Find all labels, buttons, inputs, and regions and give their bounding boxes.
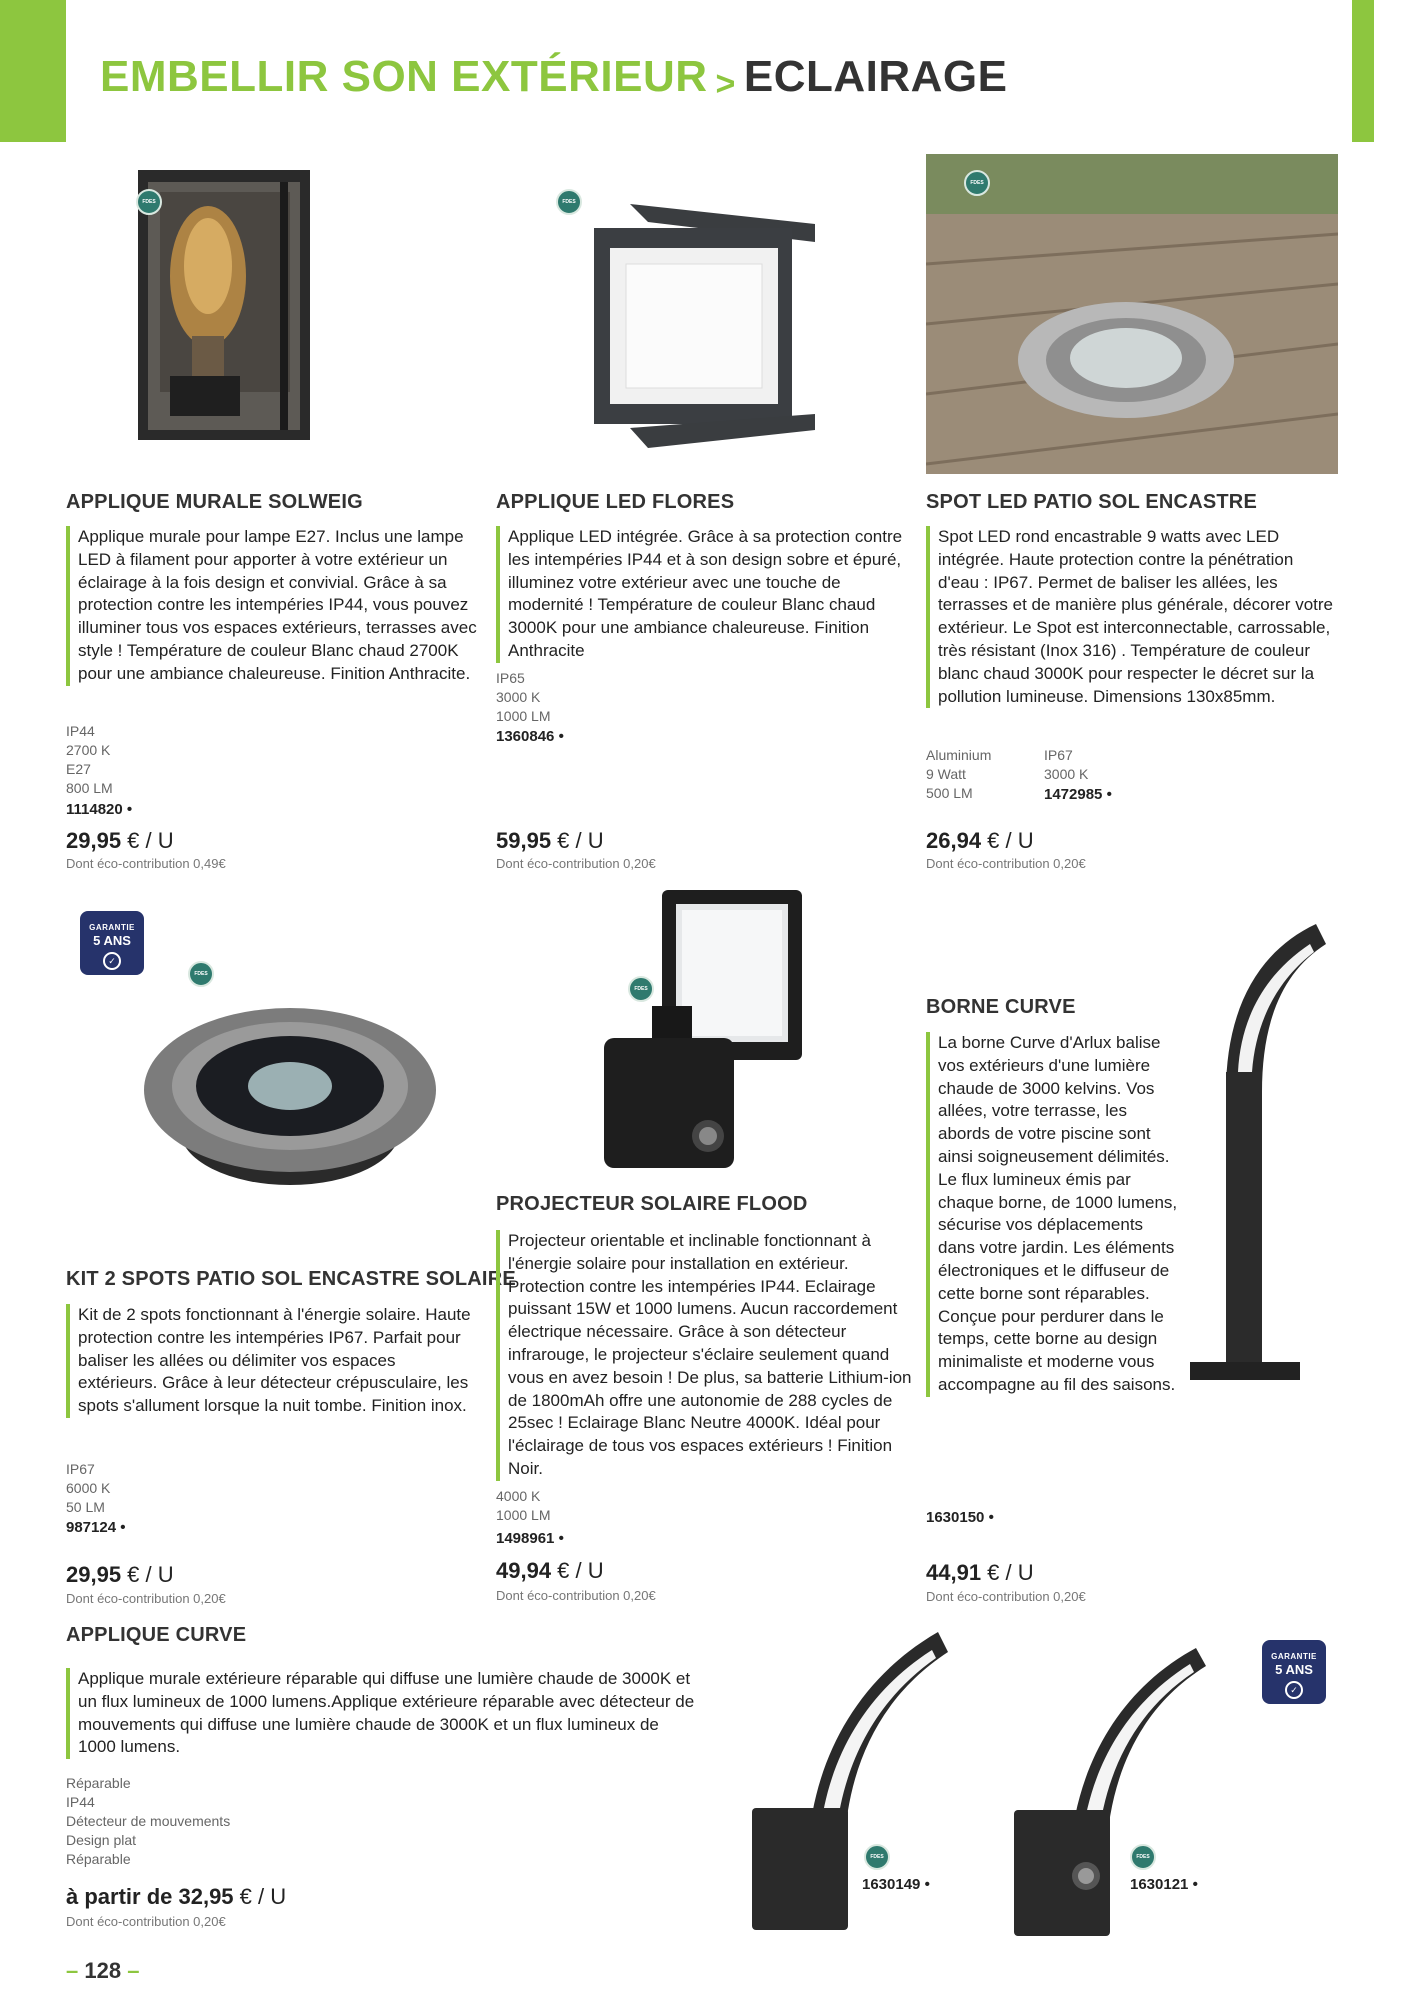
spec-item: 3000 K bbox=[496, 689, 541, 705]
flores-specs bbox=[496, 669, 550, 726]
fdes-badge-icon: FDES bbox=[1130, 1844, 1156, 1870]
spec-item: 9 Watt bbox=[926, 766, 966, 782]
flood-image bbox=[596, 886, 810, 1176]
flores-price: 59,95 € / U bbox=[496, 828, 604, 853]
spec-item: Réparable bbox=[66, 1775, 131, 1791]
spec-item: Design plat bbox=[66, 1832, 137, 1848]
flood-price: 49,94 € / U bbox=[496, 1558, 604, 1583]
spot-patio-ref: 1472985 • bbox=[1044, 786, 1112, 803]
solweig-eco: Dont éco-contribution 0,49€ bbox=[66, 856, 226, 871]
spec-item: IP67 bbox=[1044, 747, 1073, 763]
borne-title: BORNE CURVE bbox=[926, 996, 1076, 1018]
fdes-badge-icon: FDES bbox=[556, 189, 582, 215]
fdes-badge-icon: FDES bbox=[864, 1844, 890, 1870]
spot-patio-price: 26,94 € / U bbox=[926, 828, 1034, 853]
spot-patio-specs-right bbox=[1044, 746, 1088, 784]
borne-eco: Dont éco-contribution 0,20€ bbox=[926, 1589, 1086, 1604]
spec-item: Réparable bbox=[66, 1851, 131, 1867]
spec-item: 50 LM bbox=[66, 1499, 105, 1515]
kit-solaire-image bbox=[140, 1000, 440, 1190]
spec-item: 2700 K bbox=[66, 742, 111, 758]
page-title bbox=[100, 52, 1007, 102]
solweig-title: APPLIQUE MURALE SOLWEIG bbox=[66, 491, 363, 513]
header-accent-right bbox=[1352, 0, 1374, 142]
section-title: EMBELLIR SON EXTÉRIEUR bbox=[100, 52, 708, 101]
spec-item: E27 bbox=[66, 761, 91, 777]
applique-curve-title: APPLIQUE CURVE bbox=[66, 1624, 247, 1646]
borne-description: La borne Curve d'Arlux balise vos extérieurs d'une lumière chaude de 3000 kelvins. Vos allées, votre terrasse, les abords de votre piscine sont ainsi soigneusement délimités. Le flux lumineux émis par chaque borne, de 1000 lumens, sécurise vos déplacements dans votre jardin. Les éléments électroniques et le diffuseur de cette borne sont réparables. Conçue pour perdurer dans le temps, cette borne au design minimaliste et moderne vous accompagne au fil des saisons. bbox=[926, 1032, 1178, 1397]
borne-price: 44,91 € / U bbox=[926, 1560, 1034, 1585]
applique-curve-eco: Dont éco-contribution 0,20€ bbox=[66, 1914, 226, 1929]
spec-item: 800 LM bbox=[66, 780, 113, 796]
spot-patio-image bbox=[926, 154, 1338, 474]
spec-item: Détecteur de mouvements bbox=[66, 1813, 231, 1829]
spec-item: Aluminium bbox=[926, 747, 992, 763]
fdes-badge-icon: FDES bbox=[188, 961, 214, 987]
spec-item: IP44 bbox=[66, 723, 95, 739]
applique-curve-b-ref: 1630121 • bbox=[1130, 1876, 1198, 1893]
fdes-badge-icon: FDES bbox=[964, 170, 990, 196]
chevron-right-icon: > bbox=[715, 65, 736, 103]
spec-item: IP65 bbox=[496, 670, 525, 686]
flores-description: Applique LED intégrée. Grâce à sa protection contre les intempéries IP44 et à son design sobre et épuré, illuminez votre extérieur avec une touche de modernité ! Température de couleur Blanc chaud 3000K pour une ambiance chaleureuse. Finition Anthracite bbox=[496, 526, 908, 663]
spec-item: 500 LM bbox=[926, 785, 973, 801]
page-number: – 128 – bbox=[66, 1958, 140, 1983]
flood-specs bbox=[496, 1487, 550, 1525]
kit-solaire-description: Kit de 2 spots fonctionnant à l'énergie solaire. Haute protection contre les intempéries IP67. Parfait pour baliser les allées ou délimiter vos espaces extérieurs. Grâce à leur détecteur crépusculaire, les spots s'allument lorsque la nuit tombe. Finition inox. bbox=[66, 1304, 478, 1418]
header-accent-left bbox=[0, 0, 66, 142]
applique-curve-specs bbox=[66, 1774, 230, 1869]
spec-item: IP67 bbox=[66, 1461, 95, 1477]
applique-curve-description: Applique murale extérieure réparable qui diffuse une lumière chaude de 3000K et un flux lumineux de 1000 lumens.Applique extérieure réparable avec détecteur de mouvements qui diffuse une lumière chaude de 3000K et un flux lumineux de 1000 lumens. bbox=[66, 1668, 698, 1759]
garantie-5-ans-icon: GARANTIE 5 ANS ✓ bbox=[80, 911, 144, 975]
spec-item: 4000 K bbox=[496, 1488, 541, 1504]
spec-item: 6000 K bbox=[66, 1480, 111, 1496]
check-icon: ✓ bbox=[1285, 1681, 1303, 1699]
applique-curve-a-ref: 1630149 • bbox=[862, 1876, 930, 1893]
kit-solaire-title: KIT 2 SPOTS PATIO SOL ENCASTRE SOLAIRE bbox=[66, 1268, 516, 1290]
flores-ref: 1360846 • bbox=[496, 728, 564, 745]
flood-eco: Dont éco-contribution 0,20€ bbox=[496, 1588, 656, 1603]
spot-patio-title: SPOT LED PATIO SOL ENCASTRE bbox=[926, 491, 1257, 513]
kit-solaire-ref: 987124 • bbox=[66, 1519, 126, 1536]
kit-solaire-price: 29,95 € / U bbox=[66, 1562, 174, 1587]
applique-curve-price: à partir de 32,95 € / U bbox=[66, 1884, 287, 1909]
spec-item: 1000 LM bbox=[496, 1507, 551, 1523]
spot-patio-eco: Dont éco-contribution 0,20€ bbox=[926, 856, 1086, 871]
fdes-badge-icon: FDES bbox=[136, 189, 162, 215]
spec-item: 1000 LM bbox=[496, 708, 551, 724]
kit-solaire-eco: Dont éco-contribution 0,20€ bbox=[66, 1591, 226, 1606]
spot-patio-description: Spot LED rond encastrable 9 watts avec LED intégrée. Haute protection contre la pénétration d'eau : IP67. Permet de baliser les allées, les terrasses et de manière plus générale, décorer votre extérieur. Le Spot est interconnectable, carrossable, très résistant (Inox 316) . Température de couleur blanc chaud 3000K pour respecter le décret sur la pollution lumineuse. Dimensions 130x85mm. bbox=[926, 526, 1338, 708]
solweig-ref: 1114820 • bbox=[66, 801, 133, 818]
subsection-title: ECLAIRAGE bbox=[743, 52, 1008, 101]
borne-ref: 1630150 • bbox=[926, 1509, 994, 1526]
kit-solaire-specs bbox=[66, 1460, 110, 1517]
spec-item: IP44 bbox=[66, 1794, 95, 1810]
flood-title: PROJECTEUR SOLAIRE FLOOD bbox=[496, 1193, 808, 1215]
flores-eco: Dont éco-contribution 0,20€ bbox=[496, 856, 656, 871]
solweig-price: 29,95 € / U bbox=[66, 828, 174, 853]
spec-item: 3000 K bbox=[1044, 766, 1089, 782]
spot-patio-specs-left bbox=[926, 746, 991, 803]
borne-curve-image bbox=[1186, 922, 1336, 1392]
flood-description: Projecteur orientable et inclinable fonctionnant à l'énergie solaire pour installation en extérieur. Protection contre les intempéries IP44. Eclairage puissant 15W et 1000 lumens. Aucun raccordement électrique nécessaire. Grâce à son détecteur infrarouge, le projecteur s'éclaire seulement quand vous en avez besoin ! De plus, sa batterie Lithium-ion de 1800mAh offre une autonomie de 288 cycles de 25sec ! Eclairage Blanc Neutre 4000K. Idéal pour l'éclairage de tous vos espaces extérieurs ! Finition Noir. bbox=[496, 1230, 912, 1481]
garantie-5-ans-icon: GARANTIE 5 ANS ✓ bbox=[1262, 1640, 1326, 1704]
fdes-badge-icon: FDES bbox=[628, 976, 654, 1002]
check-icon: ✓ bbox=[103, 952, 121, 970]
flores-title: APPLIQUE LED FLORES bbox=[496, 491, 735, 513]
flores-image bbox=[590, 204, 815, 448]
solweig-description: Applique murale pour lampe E27. Inclus une lampe LED à filament pour apporter à votre extérieur un éclairage à la fois design et convivial. Grâce à sa protection contre les intempéries IP44, vous pouvez illuminer tous vos espaces extérieurs, terrasses avec style ! Température de couleur Blanc chaud 2700K pour une ambiance chaleureuse. Finition Anthracite. bbox=[66, 526, 478, 686]
applique-curve-b-image bbox=[1010, 1644, 1210, 1940]
solweig-specs bbox=[66, 722, 113, 798]
flood-ref: 1498961 • bbox=[496, 1530, 564, 1547]
